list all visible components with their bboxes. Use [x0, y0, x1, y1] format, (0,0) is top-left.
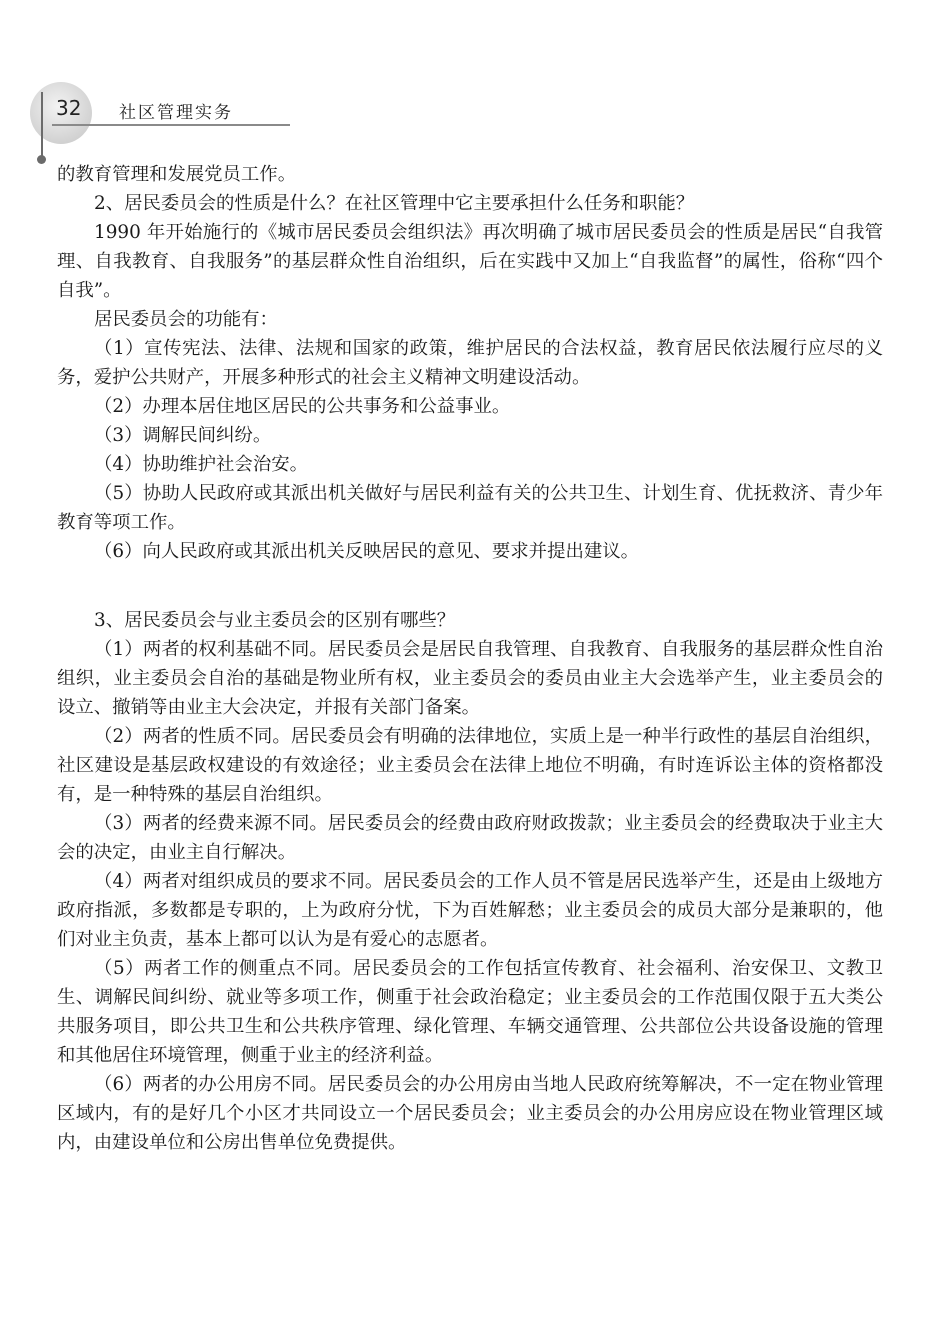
paragraph: 1990 年开始施行的《城市居民委员会组织法》再次明确了城市居民委员会的性质是居民“自我管理、自我教育、自我服务”的基层群众性自治组织，后在实践中又加上“自我监督”的属性，俗称“四个自我”。 — [57, 222, 883, 301]
list-item: （4）两者对组织成员的要求不同。居民委员会的工作人员不管是居民选举产生，还是由上级地方政府指派，多数都是专职的，上为政府分忧，下为百姓解愁；业主委员会的成员大部分是兼职的，他们对业主负责，基本上都可以认为是有爱心的志愿者。 — [57, 871, 883, 950]
page-body — [57, 160, 883, 1157]
page-number: 32 — [56, 96, 82, 120]
list-item: （5）两者工作的侧重点不同。居民委员会的工作包括宣传教育、社会福利、治安保卫、文教卫生、调解民间纠纷、就业等多项工作，侧重于社会政治稳定；业主委员会的工作范围仅限于五大类公共服务项目，即公共卫生和公共秩序管理、绿化管理、车辆交通管理、公共部位公共设备设施的管理和其他居住环境管理，侧重于业主的经济利益。 — [57, 958, 883, 1066]
list-item: （2）办理本居住地区居民的公共事务和公益事业。 — [94, 396, 511, 417]
list-item: （1）两者的权利基础不同。居民委员会是居民自我管理、自我教育、自我服务的基层群众性自治组织，业主委员会自治的基础是物业所有权，业主委员会的委员由业主大会选举产生，业主委员会的设立、撤销等由业主大会决定，并报有关部门备案。 — [57, 639, 883, 718]
list-item: （6）向人民政府或其派出机关反映居民的意见、要求并提出建议。 — [94, 541, 640, 562]
paragraph: 居民委员会的功能有： — [94, 309, 278, 330]
question-heading-3: 3、居民委员会与业主委员会的区别有哪些？ — [94, 610, 456, 631]
header-rule-dot — [37, 155, 46, 164]
header-horizontal-rule — [52, 124, 290, 126]
question-heading-2: 2、居民委员会的性质是什么？在社区管理中它主要承担什么任务和职能？ — [94, 193, 695, 214]
list-item: （3）调解民间纠纷。 — [94, 425, 272, 446]
list-item: （5）协助人民政府或其派出机关做好与居民利益有关的公共卫生、计划生育、优抚救济、青少年教育等项工作。 — [57, 483, 883, 533]
list-item: （1）宣传宪法、法律、法规和国家的政策，维护居民的合法权益，教育居民依法履行应尽的义务，爱护公共财产，开展多种形式的社会主义精神文明建设活动。 — [57, 338, 883, 388]
list-item: （3）两者的经费来源不同。居民委员会的经费由政府财政拨款；业主委员会的经费取决于业主大会的决定，由业主自行解决。 — [57, 813, 883, 863]
list-item: （2）两者的性质不同。居民委员会有明确的法律地位，实质上是一种半行政性的基层自治组织，社区建设是基层政权建设的有效途径；业主委员会在法律上地位不明确，有时连诉讼主体的资格都没有，是一种特殊的基层自治组织。 — [57, 726, 883, 805]
list-item: （4）协助维护社会治安。 — [94, 454, 308, 475]
list-item: （6）两者的办公用房不同。居民委员会的办公用房由当地人民政府统筹解决，不一定在物业管理区域内，有的是好几个小区才共同设立一个居民委员会；业主委员会的办公用房应设在物业管理区域内，由建设单位和公房出售单位免费提供。 — [57, 1074, 883, 1153]
header-vertical-rule — [41, 92, 43, 162]
section-spacer — [57, 566, 883, 606]
running-header-title: 社区管理实务 — [119, 103, 233, 123]
paragraph-continuation: 的教育管理和发展党员工作。 — [57, 164, 297, 185]
